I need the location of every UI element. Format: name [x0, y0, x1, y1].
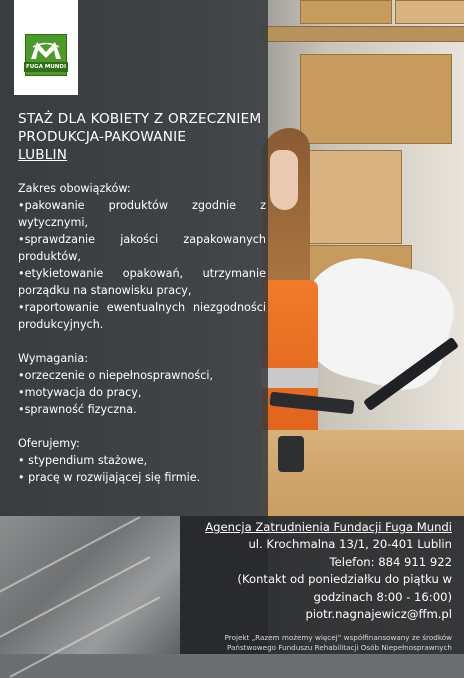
foil-reflection	[9, 596, 160, 678]
shelf-box	[300, 54, 452, 144]
foil-photo-area	[0, 516, 180, 654]
job-title	[18, 110, 262, 164]
shelf	[262, 26, 464, 42]
shelf-box	[300, 0, 392, 24]
offer-heading: Oferujemy:	[18, 437, 80, 450]
foil-reflection	[0, 516, 141, 598]
title-city: LUBLIN	[18, 147, 68, 163]
requirement-item: •sprawność fizyczna.	[18, 403, 137, 416]
worker-face	[270, 150, 298, 210]
project-note-line-1: Projekt „Razem możemy więcej” współfinansowany ze środków	[224, 632, 452, 642]
agency-address: ul. Krochmalna 13/1, 20-401 Lublin	[248, 537, 452, 551]
logo	[14, 0, 78, 95]
logo-text: FUGA MUNDI	[25, 64, 67, 70]
contact-email: piotr.nagnajewicz@ffm.pl	[305, 607, 452, 621]
project-note-line-2: Państwowego Funduszu Rehabilitacji Osób Niepełnosprawnych	[226, 642, 452, 652]
shelf-box	[300, 150, 402, 244]
vest-reflective-stripe	[262, 368, 318, 388]
requirement-item: •motywacja do pracy,	[18, 386, 142, 399]
job-description	[18, 180, 266, 486]
barcode-scanner	[278, 436, 304, 472]
agency-phone: Telefon: 884 911 922	[329, 554, 452, 569]
contact-hours: (Kontakt od poniedziałku do piątku w godzinach 8:00 - 16:00)	[237, 572, 452, 604]
logo-m-icon	[29, 39, 63, 61]
title-line-2: PRODUKCJA-PAKOWANIE	[18, 129, 187, 145]
foil-reflection	[0, 556, 151, 638]
worker-vest	[262, 280, 318, 440]
offer-item: • stypendium stażowe,	[18, 454, 148, 467]
requirement-item: •orzeczenie o niepełnosprawności,	[18, 369, 214, 382]
title-line-1: STAŻ DLA KOBIETY Z ORZECZNIEM	[18, 111, 262, 127]
agency-name: Agencja Zatrudnienia Fundacji Fuga Mundi	[205, 520, 452, 534]
duty-item: •pakowanie produktów zgodnie z wytycznymi,	[18, 199, 266, 229]
duty-item: •etykietowanie opakowań, utrzymanie porządku na stanowisku pracy,	[18, 267, 266, 297]
contact-info	[190, 516, 452, 653]
offer-item: • pracę w rozwijającej się firmie.	[18, 471, 201, 484]
duties-heading: Zakres obowiązków:	[18, 182, 131, 195]
shelf-box	[395, 0, 464, 24]
duty-item: •sprawdzanie jakości zapakowanych produktów,	[18, 233, 266, 263]
duty-item: •raportowanie ewentualnych niezgodności produkcyjnych.	[18, 301, 266, 331]
requirements-heading: Wymagania:	[18, 352, 89, 365]
